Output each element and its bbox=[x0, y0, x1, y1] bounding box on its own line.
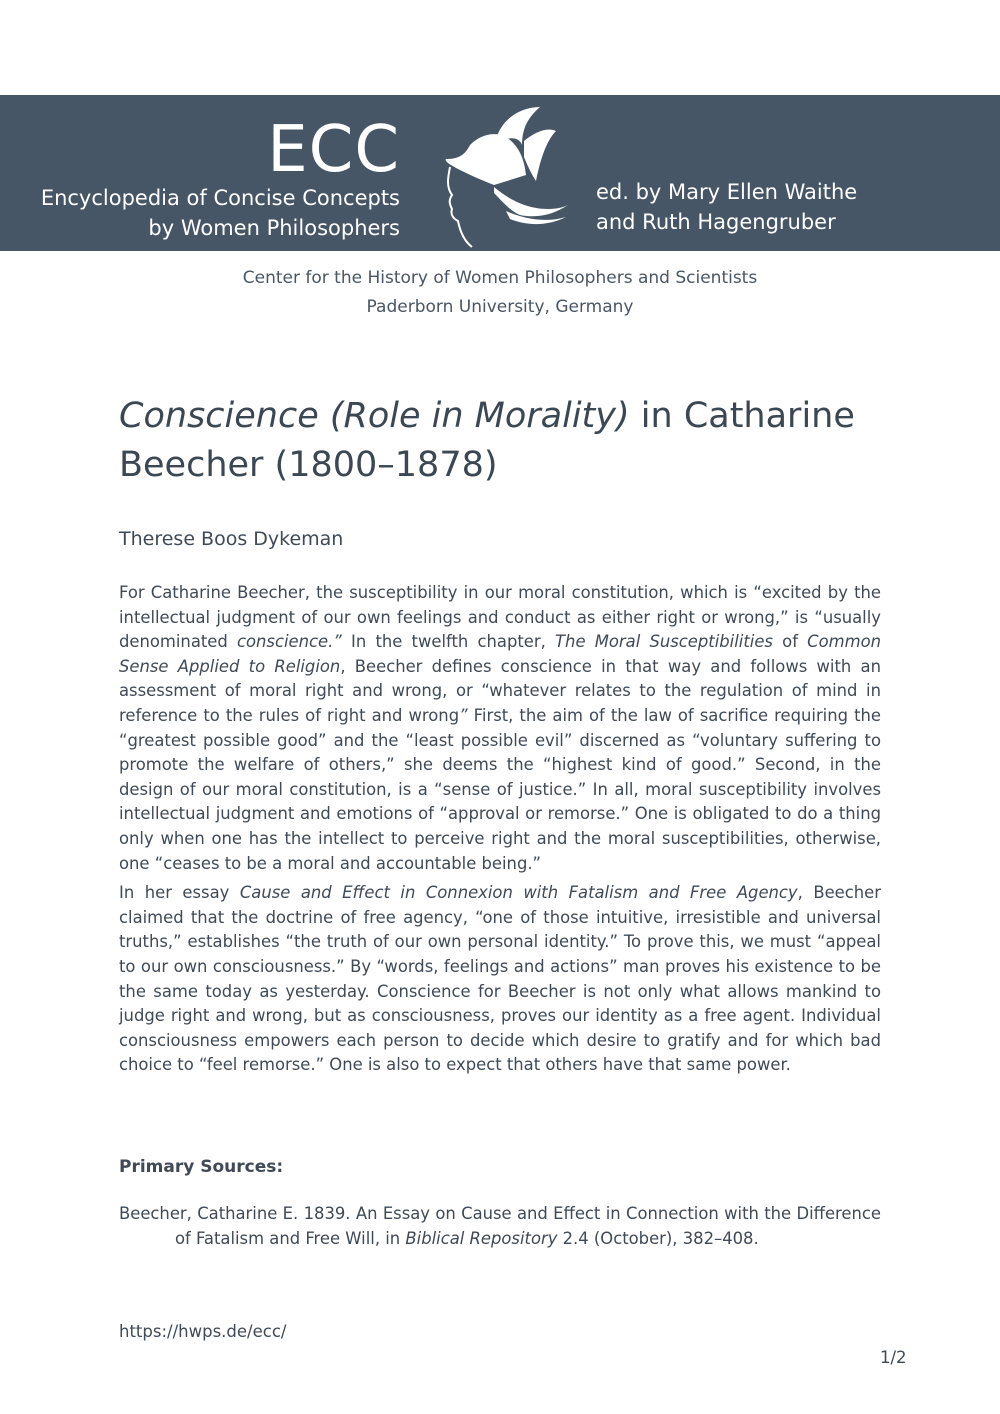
institution-info bbox=[0, 264, 1000, 322]
p1-text-5: First, the aim of the law of sacrifice requiring the “greatest possible good” and the “least possible evil” discerned as “voluntary suffering to promote the welfare of others,” she deems the “highest kind of good.” Second, in the design of our moral constitution, is a “sense of justice.” In all, moral susceptibility involves intellectual judgment and emotions of “approval or remorse.” One is obligated to do a thing only when one has the intellect to perceive right and the moral susceptibilities, otherwise, one “ceases to be a moral and accountable being.” bbox=[119, 705, 881, 873]
institution-line2: Paderborn University, Germany bbox=[366, 297, 634, 317]
ecc-logo: ECC bbox=[267, 113, 400, 187]
editors-block bbox=[596, 177, 857, 237]
encyclopedia-title-line2: by Women Philosophers bbox=[148, 216, 400, 240]
p1-text-4: , Beecher defines conscience in that way and follows with an assessment of moral right and wrong, or “whatever relates to the regulation of mind in reference to the rules of right and wrong bbox=[119, 656, 881, 725]
p2-text-2: , Beecher claimed that the doctrine of free agency, “one of those intuitive, irresistible and universal truths,” establishes “the truth of our own personal identity.” To prove this, we must “appeal to our own consciousness.” By “words, feelings and actions” man proves his existence to be the same today as yesterday. Conscience for Beecher is not only what allows mankind to judge right and wrong, but as consciousness, proves our identity as a free agent. Individual consciousness empowers each person to decide which desire to gratify and for which bad choice to “feel remorse.” One is also to expect that others have that same power. bbox=[119, 883, 881, 1075]
article-title-italic: Conscience (Role in Morality) bbox=[119, 396, 630, 436]
p2-text-1: In her essay bbox=[119, 883, 240, 903]
athena-helmet-icon bbox=[436, 101, 572, 249]
footer-url-link[interactable]: https://hwps.de/ecc/ bbox=[119, 1322, 287, 1341]
p1-text-2: In the twelfth chapter, bbox=[341, 632, 556, 652]
paragraph-1 bbox=[119, 581, 881, 876]
source-entry-italic: Biblical Repository bbox=[405, 1228, 558, 1248]
p1-text-3: of bbox=[772, 632, 808, 652]
source-entry-text: Beecher, Catharine E. 1839. An Essay on Cause and Effect in Connection with the Difference of Fatalism and Free Will, in bbox=[119, 1204, 881, 1248]
header-banner bbox=[0, 95, 1000, 251]
article-title bbox=[119, 392, 899, 490]
p2-italic-1: Cause and Effect in Connexion with Fatalism and Free Agency bbox=[239, 883, 798, 903]
encyclopedia-title-line1: Encyclopedia of Concise Concepts bbox=[40, 186, 400, 210]
article-body bbox=[119, 581, 881, 1083]
article-author: Therese Boos Dykeman bbox=[119, 528, 344, 550]
page-number: 1/2 bbox=[880, 1348, 907, 1367]
source-entry-end: 2.4 (October), 382–408. bbox=[557, 1228, 759, 1248]
p1-text-1: For Catharine Beecher, the susceptibility in our moral constitution, which is “excited by the intellectual judgment of our own feelings and conduct as either right or wrong,” is “usually denominated bbox=[119, 583, 881, 652]
editors-line1: ed. by Mary Ellen Waithe bbox=[596, 180, 858, 204]
paragraph-2 bbox=[119, 881, 881, 1078]
p1-italic-2: The Moral Susceptibilities bbox=[555, 632, 773, 652]
logo-block bbox=[40, 113, 400, 243]
p1-italic-1: conscience.” bbox=[236, 632, 342, 652]
source-entry bbox=[119, 1202, 881, 1251]
editors-line2: and Ruth Hagengruber bbox=[596, 210, 836, 234]
article-title-rest: in Catharine Beecher (1800–1878) bbox=[119, 396, 855, 485]
p1-italic-4: ” bbox=[459, 705, 468, 725]
institution-line1: Center for the History of Women Philosophers and Scientists bbox=[242, 268, 758, 288]
p1-italic-3: Common Sense Applied to Religion bbox=[119, 632, 881, 676]
primary-sources-heading: Primary Sources: bbox=[119, 1157, 284, 1177]
